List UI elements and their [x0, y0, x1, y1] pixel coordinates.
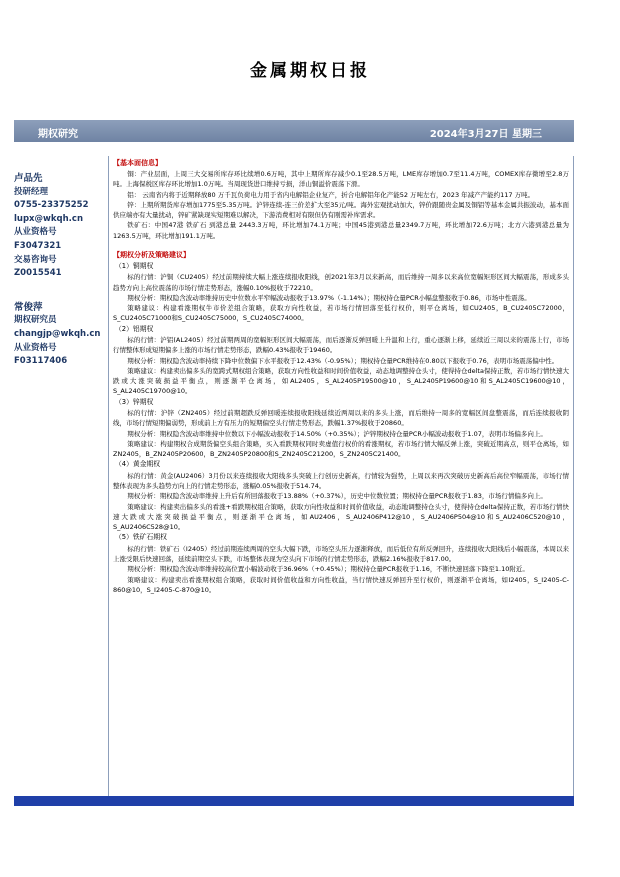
basic-info-zinc: 锌：上期所期货库存增加1775至5.35万吨。沪锌连续-连三价差扩大至35元/吨。海外宏观扰动加大，锌价跟随贵金属及铜铝等基本金属共振波动，基本面供应端亦有大量扰动，锌矿紧缺现实短期难以解决，下游消费相对有限但仍有刚需补库需求。 [113, 200, 569, 220]
copper-option-analysis-paragraph: 期权分析：期权隐含波动率维持历史中位数水平窄幅波动报收于13.97%（-1.14%）；期权持仓量PCR小幅盘整报收于0.86，市场中性震荡。 [127, 293, 531, 302]
author-contact-2 [14, 301, 108, 369]
iron-ore-option-title: （5）铁矿石期权 [115, 533, 167, 542]
basic-info-iron-ore: 铁矿石：中国47港 铁矿石 到港总量 2443.3万吨，环比增加74.1万吨；中国45港到港总量2349.7万吨，环比增加72.6万吨；北方六港到港总量为1263.5万吨，环比增加191.1万吨。 [113, 221, 569, 240]
aluminum-strategy-paragraph: 策略建议：构建卖出偏多头的宽跨式期权组合策略，获取方向性收益和时间价值收益，动态地调整持仓头寸，使得持仓delta保持正数，若市场行情快速大跌或大涨突破损益平衡点，则逐渐平仓离场，如AL2405，S_AL2405P19500@10，S_AL2405P19600@10和S_AL2405C19600@10，S_AL2405C19700@10。 [113, 366, 569, 396]
zinc-market-paragraph: 标的行情：沪锌（ZN2405）经过前期超跌反弹回暖连续报收阳线延续近两周以来的多头上涨，而后维持一周多的宽幅区间盘整震荡，而后连续报收阴线，市场行情短期偏弱势，形成前上方有压力的短期偏空头行情走势形态，跌幅1.37%报收于20860。 [113, 408, 569, 428]
document-title: 金属期权日报 [250, 61, 370, 81]
aluminum-option-title: （2）铝期权 [115, 324, 154, 333]
author-role: 期权研究员 [14, 315, 57, 326]
footer-bar [14, 796, 574, 806]
report-body [108, 156, 574, 796]
iron-ore-strategy-paragraph: 策略建议：构建卖出看涨期权组合策略，获取时间价值收益和方向性收益，当行情快速反弹回升至行权价，则逐渐平仓离场，如I2405，S_I2405-C-860@10，S_I2405-C-870@10。 [113, 575, 569, 594]
aluminum-market-paragraph: 标的行情：沪铝(AL2405）经过前期两周的宽幅矩形区间大幅震荡，而后逐渐反弹回暖上升温和上行，重心逐渐上移，延续近三周以来的震荡上行，市场行情整体形成短期偏多上涨的市场行情走势形态，跌幅0.43%报收于19460。 [113, 335, 569, 355]
author-role: 投研经理 [14, 186, 49, 197]
qualification-label: 从业资格号 [14, 342, 57, 353]
author-contact-1 [14, 172, 108, 281]
banner-date: 2024年3月27日 星期三 [429, 129, 542, 140]
copper-strategy-paragraph: 策略建议：构建看涨期权牛市价差组合策略，获取方向性收益，若市场行情回落至低行权价，则平仓离场，如CU2405，B_CU2405C72000，S_CU2405C71000和S_CU2405C75000，S_CU2405C74000。 [113, 304, 569, 323]
author-name: 卢品先 [14, 173, 43, 184]
basic-info-heading: 【基本面信息】 [113, 159, 162, 167]
aluminum-option-analysis-paragraph: 期权分析：期权隐含波动率持续下降中位数偏下水平报收于12.43%（-0.95%）；期权持仓量PCR维持在0.80以下报收于0.76，表明市场震荡偏中性。 [127, 356, 559, 365]
qualification-number: F3047321 [14, 240, 62, 251]
iron-ore-market-paragraph: 标的行情：铁矿石（I2405）经过前期连续两周的空头大幅下跌，市场空头压力逐渐释放，而后低位有所反弹回升，连续报收大阳线后小幅震荡，本周以来上涨受限后快速回落，延续前期空头下跌，市场整体表现为空头向下市场的行情走势形态，跌幅2.16%报收于817.00。 [113, 544, 569, 563]
author-email: changjp@wkqh.cn [14, 328, 101, 339]
gold-strategy-paragraph: 策略建议：构建卖出偏多头的看涨+看跌期权组合策略，获取方向性收益和时间价值收益，动态地调整持仓头寸，使得持仓delta保持正数，若市场行情快速大跌或大涨突破损益平衡点，则逐渐平仓离场，如AU2406，S_AU2406P412@10，S_AU2406P504@10和S_AU2406C520@10，S_AU2406C528@10。 [113, 502, 569, 532]
author-email: lupx@wkqh.cn [14, 213, 83, 224]
gold-option-title: （4）黄金期权 [115, 460, 161, 469]
qualification-number: F03117406 [14, 356, 68, 367]
advisory-number: Z0015541 [14, 268, 62, 279]
analysis-heading: 【期权分析及策略建议】 [113, 251, 190, 260]
advisory-label: 交易咨询号 [14, 254, 57, 265]
qualification-label: 从业资格号 [14, 227, 57, 238]
author-sidebar [14, 172, 108, 369]
zinc-option-analysis-paragraph: 期权分析：期权隐含波动率维持中位数以下小幅波动报收于14.50%（+0.35%）；沪锌期权持仓量PCR小幅波动报收于1.07，表明市场偏多向上。 [127, 429, 547, 438]
header-banner [14, 120, 574, 142]
basic-info-aluminum: 铝： 云南省内将于近期释放80 万千瓦负荷电力用于省内电解铝企业复产，折合电解铝年化产能52 万吨左右，2023 年减产产能约117 万吨。 [127, 190, 535, 199]
iron-ore-option-analysis-paragraph: 期权分析：期权隐含波动率维持较高位置小幅波动收于36.96%（+0.45%）；期权持仓量PCR报收于1.16，不断快速回落下降至1.10附近。 [127, 565, 529, 574]
copper-option-title: （1）铜期权 [115, 262, 154, 271]
zinc-strategy-paragraph: 策略建议：构建期权合成期货偏空头组合策略，买入看跌期权同时卖虚值行权价的看涨期权，若市场行情大幅反弹上涨，突破近期高点，则平仓离场，如ZN2405，B_ZN2405P20600，B_ZN2405P20800和S_ZN2405C21200，S_ZN2405C21400。 [113, 439, 569, 459]
gold-option-analysis-paragraph: 期权分析：期权隐含波动率维持上升后有所回落报收于13.88%（+0.37%），历史中位数位置；期权持仓量PCR报收于1.83，市场行情偏多向上。 [127, 492, 547, 501]
copper-market-paragraph: 标的行情：沪铜（CU2405）经过前期持续大幅上涨连续报收阳线，创2021年3月以来新高，而后维持一周多以来高位宽幅矩形区间大幅震荡，形成多头趋势方向上高位震荡的市场行情走势形态，涨幅0.10%报收于72210。 [113, 273, 569, 292]
author-name: 常俊萍 [14, 301, 43, 313]
banner-section-label: 期权研究 [38, 129, 78, 140]
zinc-option-title: （3）锌期权 [115, 397, 154, 406]
author-phone: 0755-23375252 [14, 200, 89, 211]
gold-market-paragraph: 标的行情：黄金(AU2406）3月份以来连续报收大阳线多头突破上行创历史新高，行情较为强势，上周以来再次突破历史新高后高位窄幅震荡，市场行情整体表现为多头趋势方向上的行情走势形态，涨幅0.05%报收于514.74。 [113, 471, 569, 490]
basic-info-copper: 铜：产业层面，上周三大交易所库存环比续增0.6万吨，其中上期所库存减少0.1至28.5万吨，LME库存增加0.7至11.4万吨，COMEX库存微增至2.8万吨。上海保税区库存环比增加1.0万吨。当周现货进口维持亏损，洋山铜溢价震荡下滑。 [113, 170, 569, 189]
